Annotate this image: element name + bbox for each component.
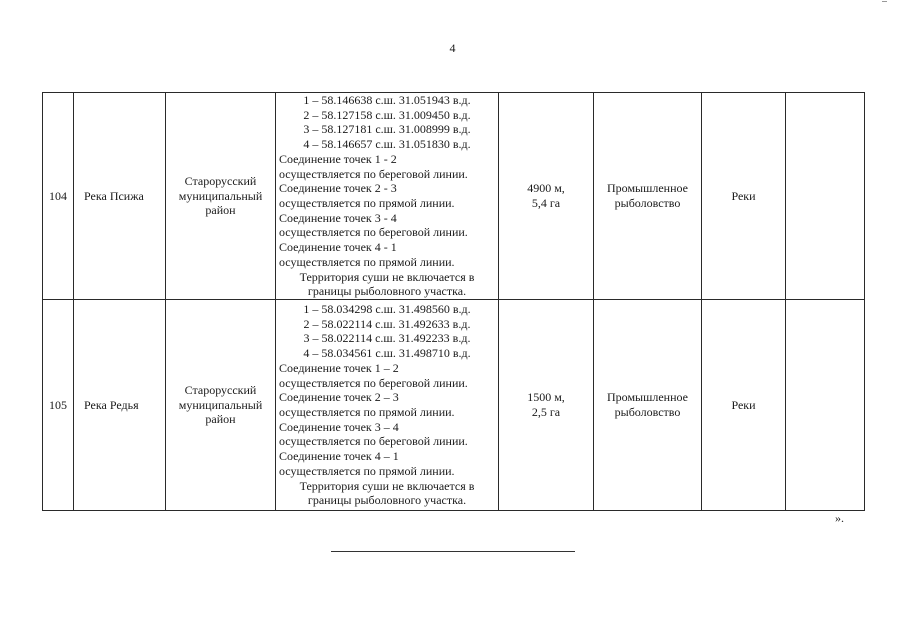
table-row <box>43 300 865 511</box>
coordinate-line: 4 – 58.034561 с.ш. 31.498710 в.д. <box>303 346 471 361</box>
connection-line: осуществляется по береговой линии. <box>279 434 468 449</box>
connection-line: Соединение точек 3 – 4 <box>279 419 399 434</box>
area-size-cell <box>499 93 594 300</box>
connection-line: Соединение точек 4 – 1 <box>279 449 399 464</box>
territory-note-line: Территория суши не включается в <box>299 478 475 493</box>
purpose-line: рыболовство <box>614 405 681 419</box>
table-row <box>43 93 865 300</box>
purpose-line: Промышленное <box>607 390 688 405</box>
bottom-divider-line <box>331 551 575 552</box>
territory-note-line: границы рыболовного участка. <box>307 493 467 508</box>
boundary-description-cell <box>276 300 499 511</box>
connection-line: осуществляется по прямой линии. <box>279 463 455 478</box>
district-line: Старорусский <box>184 173 257 188</box>
water-body-name-cell: Река Псижа <box>74 93 166 300</box>
area-size-cell <box>499 300 594 511</box>
connection-line: Соединение точек 1 - 2 <box>279 151 397 166</box>
purpose-cell <box>594 93 702 300</box>
row-number-cell: 104 <box>43 93 74 300</box>
connection-line: Соединение точек 4 - 1 <box>279 240 397 255</box>
connection-line: осуществляется по прямой линии. <box>279 405 455 419</box>
territory-note-line: границы рыболовного участка. <box>307 284 467 299</box>
purpose-line: рыболовство <box>614 196 681 210</box>
water-type-cell: Реки <box>702 300 786 511</box>
purpose-line: Промышленное <box>607 181 688 196</box>
district-line: район <box>205 412 236 427</box>
connection-line: Соединение точек 2 - 3 <box>279 181 397 196</box>
connection-line: осуществляется по береговой линии. <box>279 225 468 240</box>
district-line: район <box>205 203 236 218</box>
district-cell <box>166 93 276 300</box>
coordinate-line: 1 – 58.034298 с.ш. 31.498560 в.д. <box>303 302 471 317</box>
area-value: 2,5 га <box>531 405 561 419</box>
connection-line: осуществляется по прямой линии. <box>279 254 455 269</box>
coordinate-line: 2 – 58.022114 с.ш. 31.492633 в.д. <box>303 316 471 331</box>
water-type-cell: Реки <box>702 93 786 300</box>
coordinate-line: 2 – 58.127158 с.ш. 31.009450 в.д. <box>303 107 471 122</box>
connection-line: Соединение точек 3 - 4 <box>279 210 397 225</box>
area-value: 5,4 га <box>531 196 561 210</box>
coordinate-line: 3 – 58.127181 с.ш. 31.008999 в.д. <box>303 122 471 137</box>
district-line: муниципальный <box>178 188 263 203</box>
purpose-cell <box>594 300 702 511</box>
district-cell <box>166 300 276 511</box>
water-body-name-cell: Река Редья <box>74 300 166 511</box>
page-number: 4 <box>449 41 456 55</box>
connection-line: осуществляется по прямой линии. <box>279 196 455 210</box>
scan-tick-mark <box>882 1 887 2</box>
connection-line: Соединение точек 2 – 3 <box>279 390 399 405</box>
district-line: Старорусский <box>184 382 257 397</box>
closing-quote: ». <box>835 511 844 525</box>
connection-line: осуществляется по береговой линии. <box>279 375 468 390</box>
territory-note-line: Территория суши не включается в <box>299 269 475 284</box>
boundary-description-cell <box>276 93 499 300</box>
connection-line: Соединение точек 1 – 2 <box>279 360 399 375</box>
fishing-areas-table <box>42 92 865 511</box>
district-line: муниципальный <box>178 397 263 412</box>
length-value: 1500 м, <box>527 390 565 405</box>
empty-cell <box>786 300 865 511</box>
coordinate-line: 1 – 58.146638 с.ш. 31.051943 в.д. <box>303 93 471 108</box>
coordinate-line: 4 – 58.146657 с.ш. 31.051830 в.д. <box>303 137 471 152</box>
connection-line: осуществляется по береговой линии. <box>279 166 468 181</box>
coordinate-line: 3 – 58.022114 с.ш. 31.492233 в.д. <box>303 331 471 346</box>
row-number-cell: 105 <box>43 300 74 511</box>
empty-cell <box>786 93 865 300</box>
length-value: 4900 м, <box>527 181 565 196</box>
